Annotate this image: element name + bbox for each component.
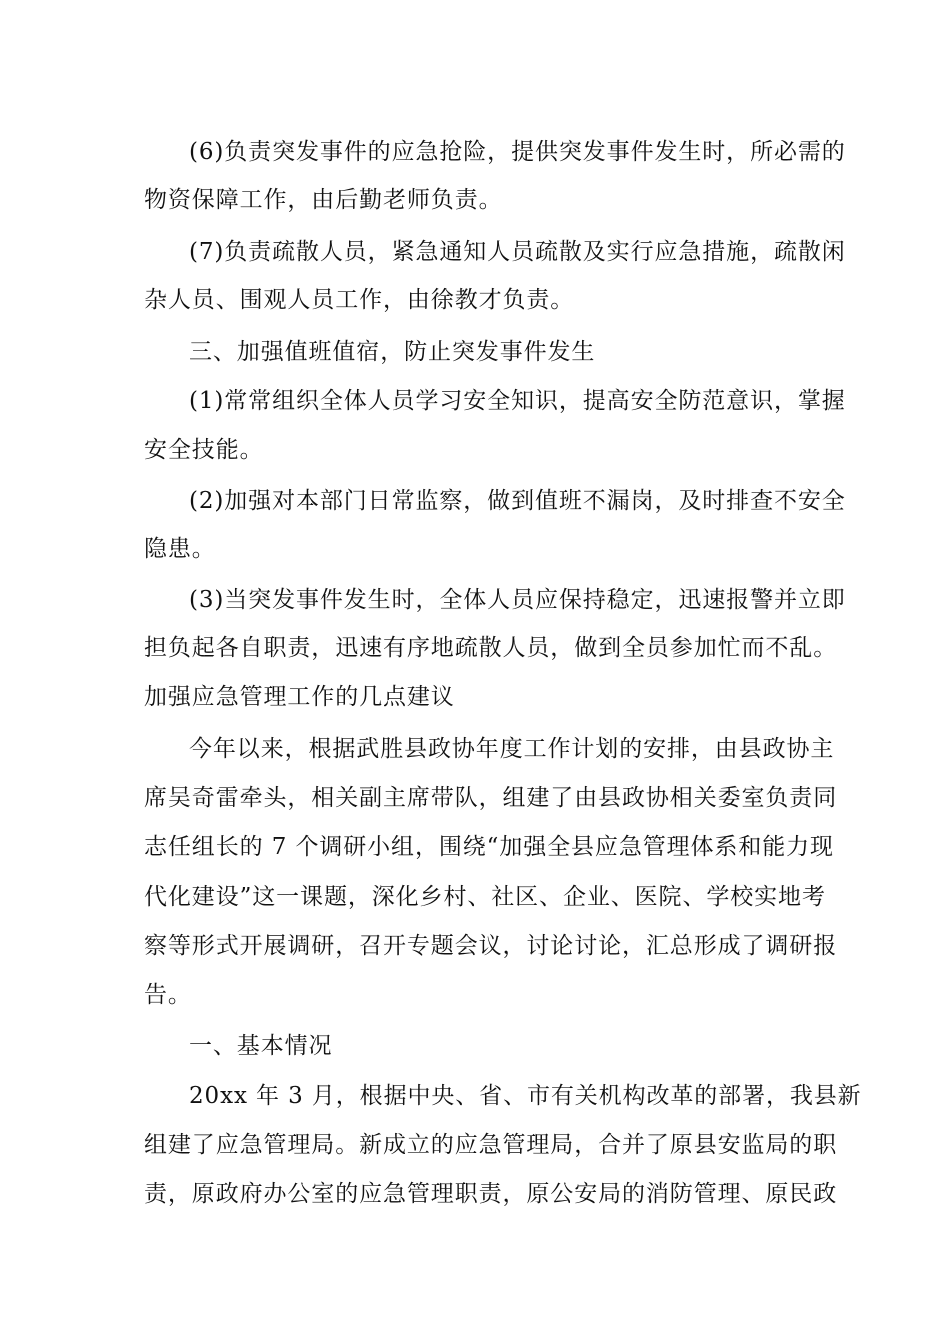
text-line: 志任组长的 7 个调研小组，围绕“加强全县应急管理体系和能力现 (144, 834, 834, 860)
text-line: 隐患。 (144, 536, 216, 562)
section-heading: 三、加强值班值宿，防止突发事件发生 (189, 339, 596, 365)
text-line: 20xx 年 3 月，根据中央、省、市有关机构改革的部署，我县新 (189, 1083, 862, 1109)
text-line: 杂人员、围观人员工作，由徐教才负责。 (144, 287, 575, 313)
text-line: 安全技能。 (144, 437, 264, 463)
text-line: 告。 (144, 982, 192, 1008)
text-line: (6)负责突发事件的应急抢险，提供突发事件发生时，所必需的 (189, 139, 846, 165)
document-title: 加强应急管理工作的几点建议 (144, 684, 455, 710)
text-line: 责，原政府办公室的应急管理职责，原公安局的消防管理、原民政 (144, 1181, 838, 1207)
text-line: 组建了应急管理局。新成立的应急管理局，合并了原县安监局的职 (144, 1132, 838, 1158)
section-heading: 一、基本情况 (189, 1033, 333, 1059)
text-line: 席吴奇雷牵头，相关副主席带队，组建了由县政协相关委室负责同 (144, 785, 838, 811)
text-line: 担负起各自职责，迅速有序地疏散人员，做到全员参加忙而不乱。 (144, 635, 838, 661)
text-line: (2)加强对本部门日常监察，做到值班不漏岗，及时排查不安全 (189, 488, 846, 514)
text-line: 代化建设”这一课题，深化乡村、社区、企业、医院、学校实地考 (144, 884, 826, 910)
text-line: (3)当突发事件发生时，全体人员应保持稳定，迅速报警并立即 (189, 587, 846, 613)
text-line: 物资保障工作，由后勤老师负责。 (144, 187, 503, 213)
text-line: 今年以来，根据武胜县政协年度工作计划的安排，由县政协主 (189, 736, 835, 762)
text-line: (7)负责疏散人员，紧急通知人员疏散及实行应急措施，疏散闲 (189, 239, 846, 265)
text-line: 察等形式开展调研，召开专题会议，讨论讨论，汇总形成了调研报 (144, 933, 838, 959)
text-line: (1)常常组织全体人员学习安全知识，提高安全防范意识，掌握 (189, 388, 846, 414)
